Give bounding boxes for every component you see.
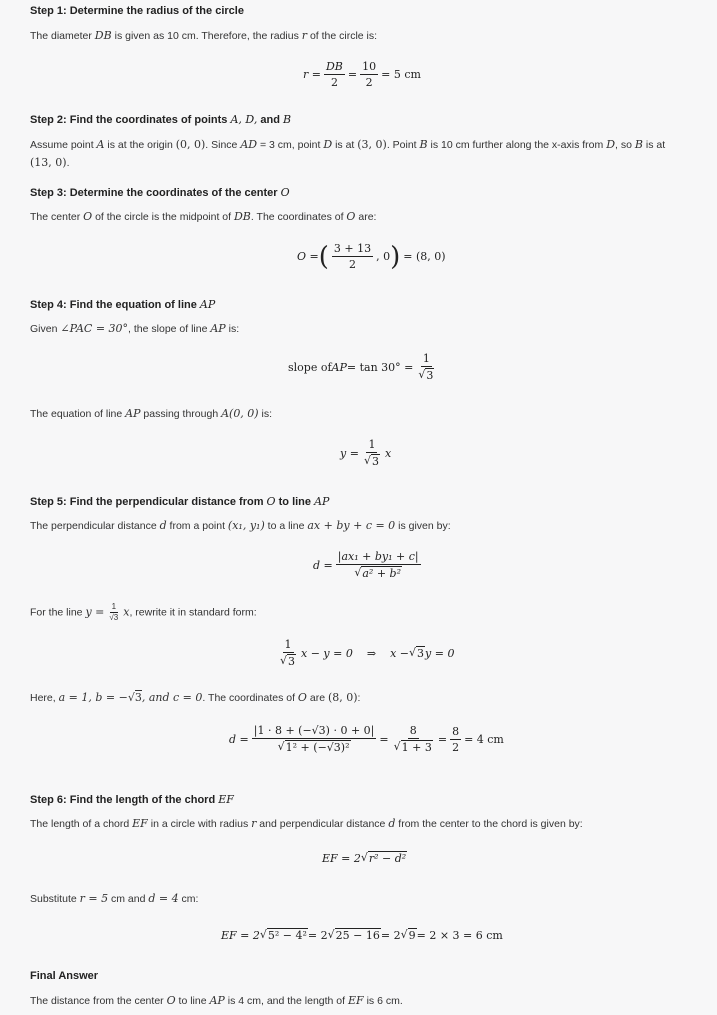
step6-text: The length of a chord EF in a circle with radius r and perpendicular distance d from the center to the chord is given by: bbox=[30, 817, 583, 830]
step2-heading: Step 2: Find the coordinates of points A, D, and B bbox=[30, 113, 292, 126]
step4-text2: The equation of line AP passing through A(0, 0) is: bbox=[30, 407, 273, 420]
step4-heading: Step 4: Find the equation of line AP bbox=[30, 298, 216, 311]
step6-chord-formula: EF = 2 √ r² − d² bbox=[322, 851, 407, 865]
step3-heading: Step 3: Determine the coordinates of the center O bbox=[30, 186, 290, 199]
step5-text: The perpendicular distance d from a point (x₁, y₁) to a line ax + by + c = 0 is given by: bbox=[30, 519, 451, 532]
step1-text: The diameter DB is given as 10 cm. Therefore, the radius r of the circle is: bbox=[30, 29, 378, 42]
final-heading: Final Answer bbox=[30, 970, 99, 982]
step4-line-equation: y = 1 √ 3 x bbox=[340, 438, 392, 468]
step5-text3: Here, a = 1, b = −√3, and c = 0. The coordinates of O are (8, 0): bbox=[30, 691, 361, 704]
step6-heading: Step 6: Find the length of the chord EF bbox=[30, 793, 234, 806]
step4-text: Given ∠PAC = 30°, the slope of line AP is: bbox=[30, 322, 240, 335]
step5-distance-formula: d = |ax₁ + by₁ + c| √ a² + b² bbox=[313, 550, 419, 580]
step3-text: The center O of the circle is the midpoint of DB. The coordinates of O are: bbox=[30, 210, 377, 223]
step5-distance-calc: d = |1 · 8 + (−√3) · 0 + 0| √ 1² + (−√3)² = 8 √ 1 + 3 = $\frac{8}{2}$ = 4 cm bbox=[229, 724, 504, 754]
step6-chord-calc: EF = 2 √ 5² − 4² = 2 √ 25 − 16 = 2 √ 9 = 2 × 3 = 6 cm bbox=[221, 928, 503, 942]
step6-text2: Substitute r = 5 cm and d = 4 cm: bbox=[30, 892, 199, 905]
step5-heading: Step 5: Find the perpendicular distance from O to line AP bbox=[30, 495, 330, 508]
step5-text2: For the line y = $\frac{1}{√3}$ x, rewrite it in standard form: bbox=[30, 602, 257, 622]
step2-text: Assume point A is at the origin (0, 0). Since AD = 3 cm, point D is at (3, 0). Point B is 10 cm further along the x-axis from D, so B is at (13, 0). bbox=[30, 138, 666, 169]
step3-equation: O = ( $\frac{3 + 13}{2}$ , 0 ) = (8, 0) bbox=[297, 241, 446, 272]
step1-equation: r = $\frac{DB}{2}$ = $\frac{10}{2}$ = 5 cm bbox=[303, 60, 421, 89]
final-text: The distance from the center O to line AP is 4 cm, and the length of EF is 6 cm. bbox=[30, 994, 403, 1007]
step5-standard-form: 1 √ 3 x − y = 0 ⇒ x − √ 3 y = 0 bbox=[280, 638, 455, 668]
step4-slope-equation: slope of AP = tan 30° = 1 √ 3 bbox=[288, 352, 434, 382]
step1-heading: Step 1: Determine the radius of the circle bbox=[30, 5, 244, 17]
